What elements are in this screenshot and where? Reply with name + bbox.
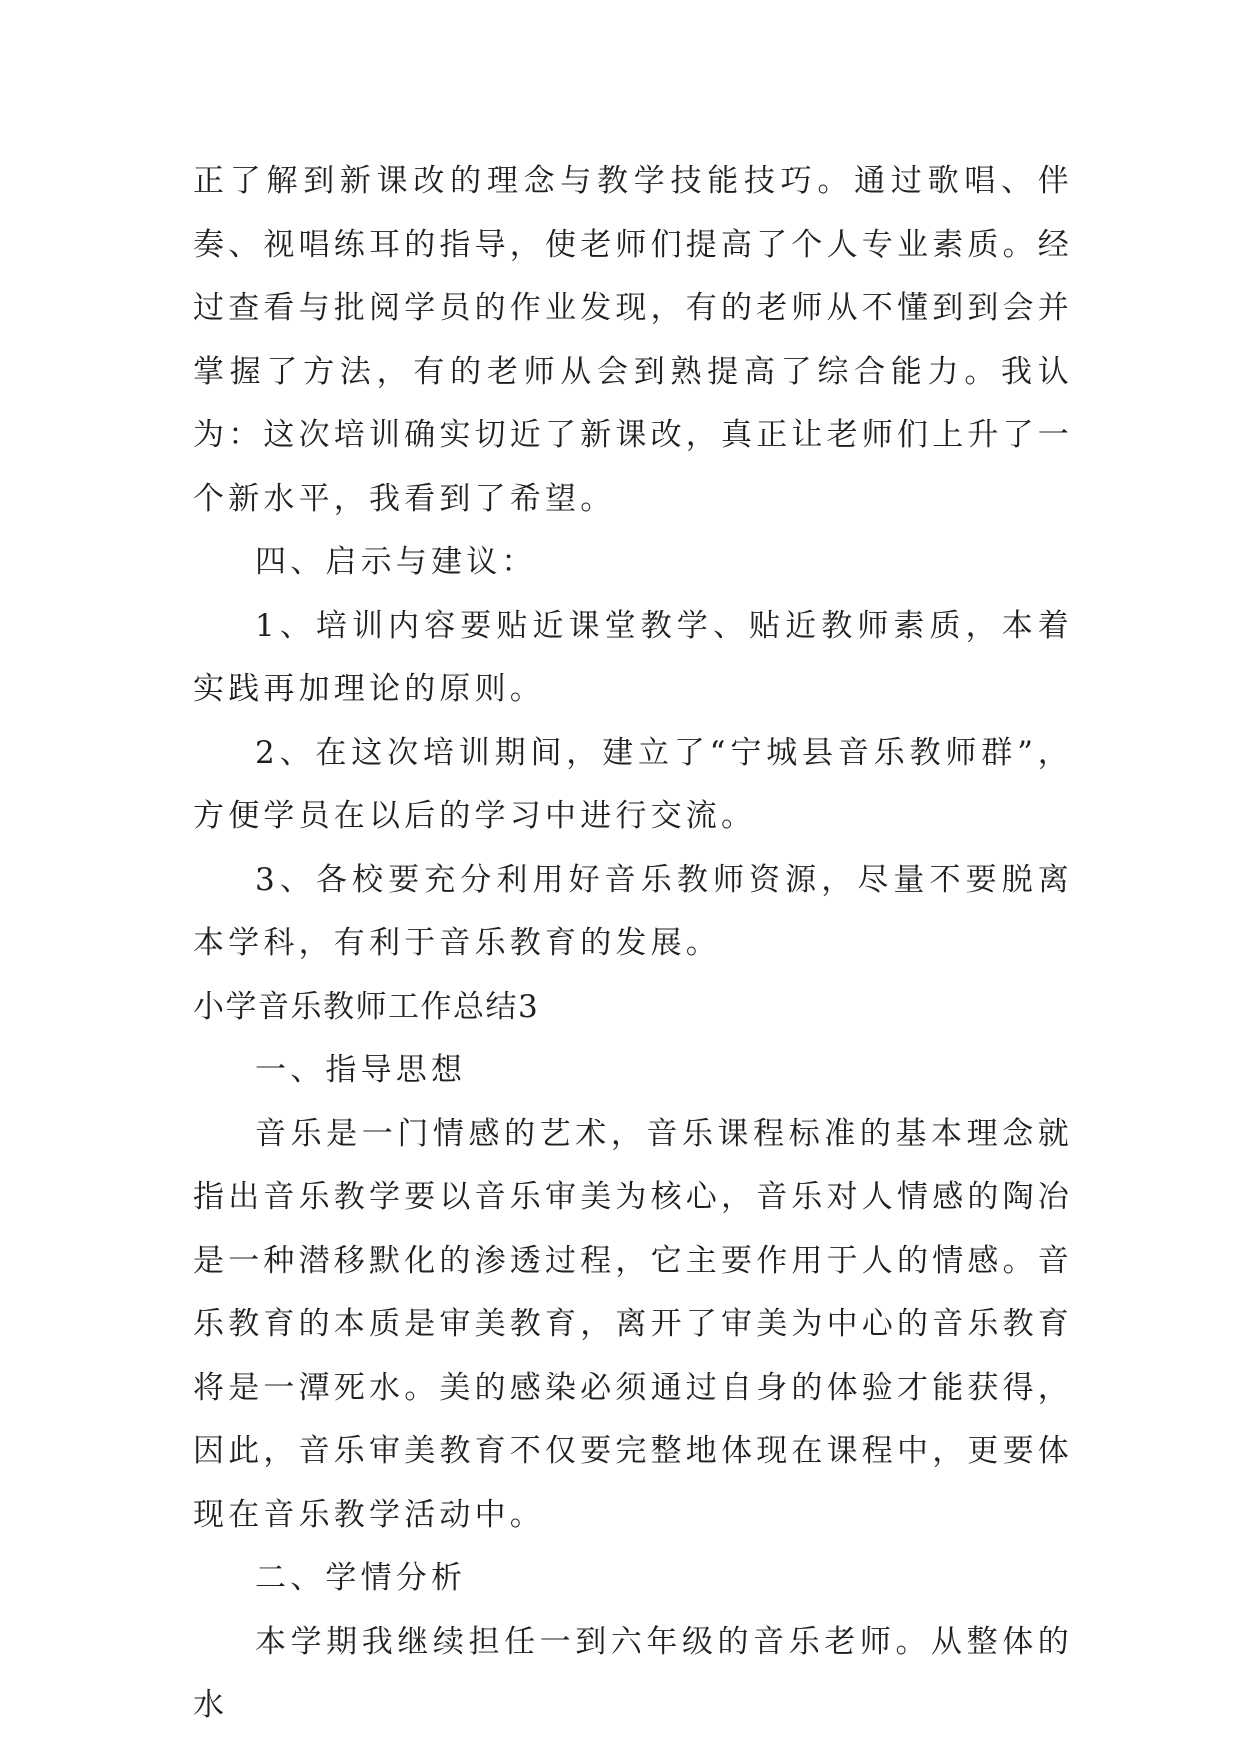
document-section-title: 小学音乐教师工作总结3	[193, 988, 540, 1025]
suggestion-item-3: 3、各校要充分利用好音乐教师资源，尽量不要脱离本学科，有利于音乐教育的发展。	[193, 861, 1073, 961]
paragraph-music-philosophy: 音乐是一门情感的艺术，音乐课程标准的基本理念就指出音乐教学要以音乐审美为核心，音乐对人情感的陶冶是一种潜移默化的渗透过程，它主要作用于人的情感。音乐教育的本质是审美教育，离开了审美为中心的音乐教育将是一潭死水。美的感染必须通过自身的体验才能获得，因此，音乐审美教育不仅要完整地体现在课程中，更要体现在音乐教学活动中。	[193, 1115, 1073, 1533]
section-heading-four: 四、启示与建议：	[255, 544, 537, 580]
document-body	[193, 150, 1073, 1738]
section-heading-guiding-thought: 一、指导思想	[255, 1052, 467, 1088]
section-heading-student-analysis: 二、学情分析	[255, 1560, 467, 1596]
paragraph-continued: 正了解到新课改的理念与教学技能技巧。通过歌唱、伴奏、视唱练耳的指导，使老师们提高了个人专业素质。经过查看与批阅学员的作业发现，有的老师从不懂到到会并掌握了方法，有的老师从会到熟提高了综合能力。我认为：这次培训确实切近了新课改，真正让老师们上升了一个新水平，我看到了希望。	[193, 163, 1073, 517]
suggestion-item-2: 2、在这次培训期间，建立了“宁城县音乐教师群”，方便学员在以后的学习中进行交流。	[193, 734, 1073, 834]
suggestion-item-1: 1、培训内容要贴近课堂教学、贴近教师素质，本着实践再加理论的原则。	[193, 607, 1073, 707]
paragraph-student-analysis: 本学期我继续担任一到六年级的音乐老师。从整体的水	[193, 1623, 1073, 1723]
